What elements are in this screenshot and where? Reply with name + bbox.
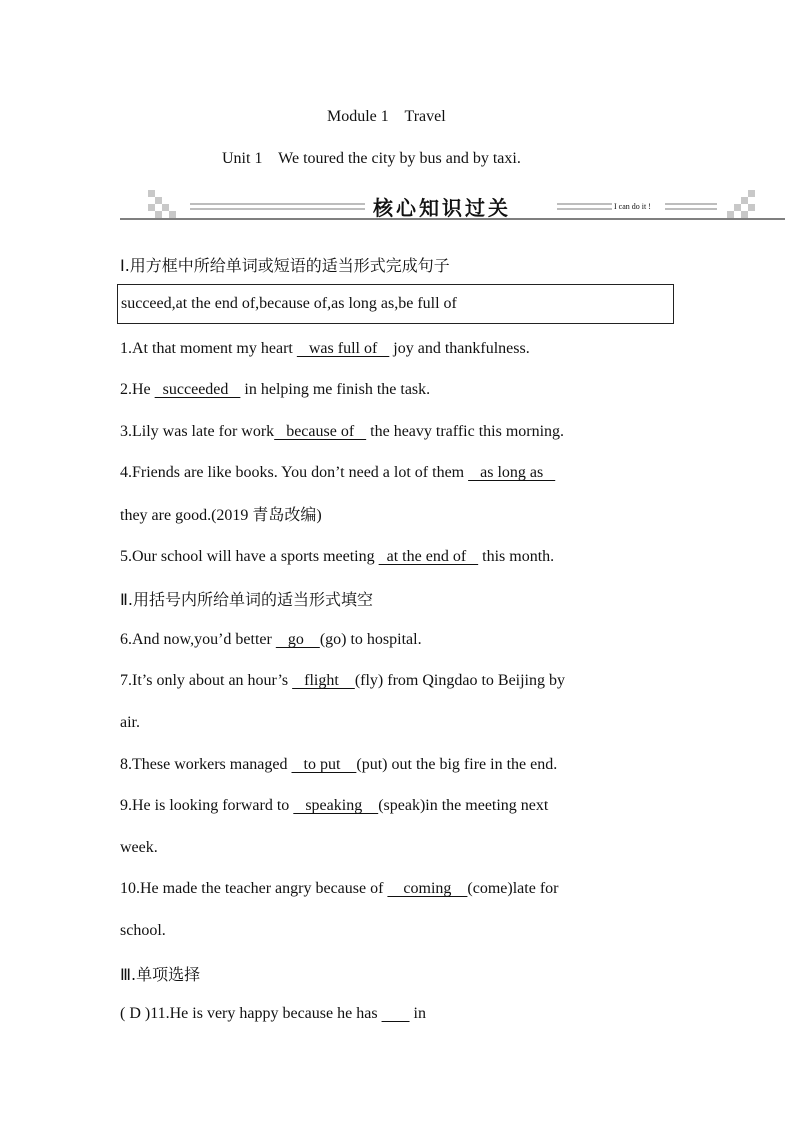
question-2: 2.He succeeded in helping me finish the task. (120, 381, 431, 398)
question-7-continued: air. (120, 714, 140, 731)
word-box (117, 284, 674, 324)
answer-11-blank (382, 1005, 410, 1022)
section-banner (120, 186, 785, 222)
answer-2: succeeded (154, 381, 241, 398)
banner-title: 核心知识过关 (373, 196, 511, 220)
answer-1: was full of (296, 340, 390, 357)
section-3-heading: Ⅲ.单项选择 (120, 965, 201, 984)
answer-5: at the end of (378, 548, 479, 565)
answer-8: to put (291, 756, 357, 773)
answer-9: speaking (293, 797, 379, 814)
word-box-text: succeed,at the end of,because of,as long as,be full of (121, 295, 457, 312)
question-8: 8.These workers managed to put (put) out the big fire in the end. (120, 756, 558, 773)
question-10-continued: school. (120, 922, 166, 939)
answer-3: because of (274, 423, 367, 440)
question-1: 1.At that moment my heart was full of joy and thankfulness. (120, 340, 530, 357)
banner-tag: I can do it ! (614, 202, 651, 211)
question-4: 4.Friends are like books. You don’t need a lot of them as long as (120, 464, 556, 481)
question-9: 9.He is looking forward to speaking (speak)in the meeting next (120, 797, 549, 814)
question-7: 7.It’s only about an hour’s flight (fly) from Qingdao to Beijing by (120, 672, 565, 689)
question-4-continued: they are good.(2019 青岛改编) (120, 505, 322, 524)
question-5: 5.Our school will have a sports meeting at the end of this month. (120, 548, 555, 565)
question-6: 6.And now,you’d better go (go) to hospital. (120, 631, 422, 648)
question-9-continued: week. (120, 839, 158, 856)
answer-6: go (275, 631, 320, 648)
section-2-heading: Ⅱ.用括号内所给单词的适当形式填空 (120, 590, 373, 609)
question-3: 3.Lily was late for work because of the heavy traffic this morning. (120, 423, 565, 440)
section-1-heading: Ⅰ.用方框中所给单词或短语的适当形式完成句子 (120, 256, 450, 275)
module-title: Module 1 Travel (327, 108, 446, 125)
answer-10: coming (387, 880, 468, 897)
source-note: 青岛改编 (252, 505, 317, 524)
answer-7: flight (292, 672, 355, 689)
unit-title: Unit 1 We toured the city by bus and by taxi. (222, 150, 521, 167)
answer-4: as long as (468, 464, 556, 481)
question-11: ( D )11.He is very happy because he has in (120, 1005, 426, 1022)
question-10: 10.He made the teacher angry because of coming (come)late for (120, 880, 559, 897)
